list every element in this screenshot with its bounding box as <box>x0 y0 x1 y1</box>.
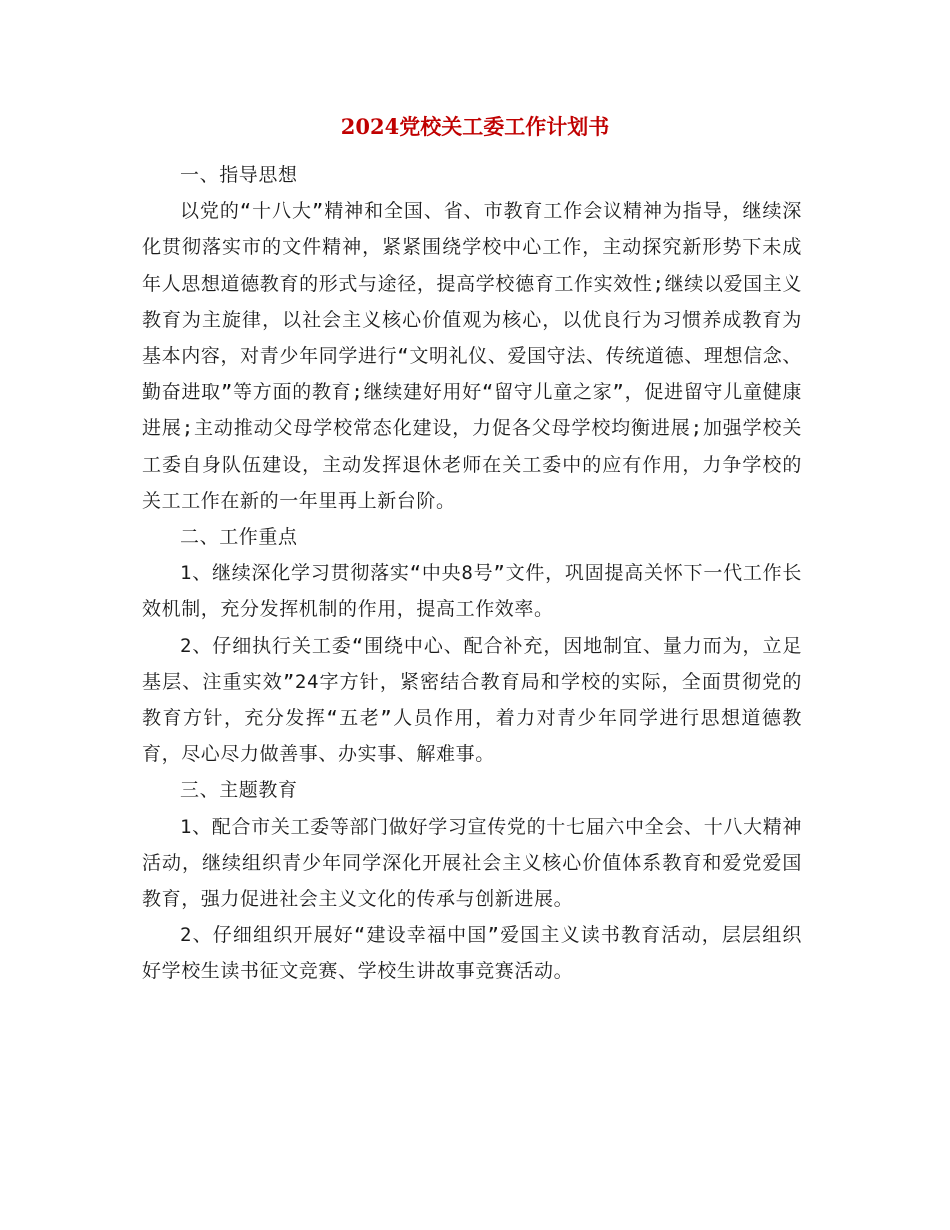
section-heading-work-focus: 二、工作重点 <box>180 526 298 549</box>
section-heading-theme-education: 三、主题教育 <box>180 779 298 802</box>
paragraph-theme-education-2: 2、仔细组织开展好“建设幸福中国”爱国主义读书教育活动，层层组织好学校生读书征文竞赛、学校生讲故事竞赛活动。 <box>142 924 802 983</box>
paragraph-work-focus-2: 2、仔细执行关工委“围绕中心、配合补充，因地制宜、量力而为，立足基层、注重实效”24字方针，紧密结合教育局和学校的实际，全面贯彻党的教育方针，充分发挥“五老”人员作用，着力对青少年同学进行思想道德教育，尽心尽力做善事、办实事、解难事。 <box>142 634 802 766</box>
document-title: 2024党校关工委工作计划书 <box>340 114 610 139</box>
section-heading-guiding-ideology: 一、指导思想 <box>180 164 298 186</box>
paragraph-work-focus-1: 1、继续深化学习贯彻落实“中央8号”文件，巩固提高关怀下一代工作长效机制，充分发挥机制的作用，提高工作效率。 <box>142 562 802 621</box>
paragraph-guiding-ideology: 以党的“十八大”精神和全国、省、市教育工作会议精神为指导，继续深化贯彻落实市的文件精神，紧紧围绕学校中心工作，主动探究新形势下未成年人思想道德教育的形式与途径，提高学校德育工作实效性;继续以爱国主义教育为主旋律，以社会主义核心价值观为核心，以优良行为习惯养成教育为基本内容，对青少年同学进行“文明礼仪、爱国守法、传统道德、理想信念、勤奋进取”等方面的教育;继续建好用好“留守儿童之家”，促进留守儿童健康进展;主动推动父母学校常态化建设，力促各父母学校均衡进展;加强学校关工委自身队伍建设，主动发挥退休老师在关工委中的应有作用，力争学校的关工工作在新的一年里再上新台阶。 <box>142 200 802 512</box>
paragraph-theme-education-1: 1、配合市关工委等部门做好学习宣传党的十七届六中全会、十八大精神活动，继续组织青少年同学深化开展社会主义核心价值体系教育和爱党爱国教育，强力促进社会主义文化的传承与创新进展。 <box>142 815 802 911</box>
document-body <box>142 157 802 990</box>
